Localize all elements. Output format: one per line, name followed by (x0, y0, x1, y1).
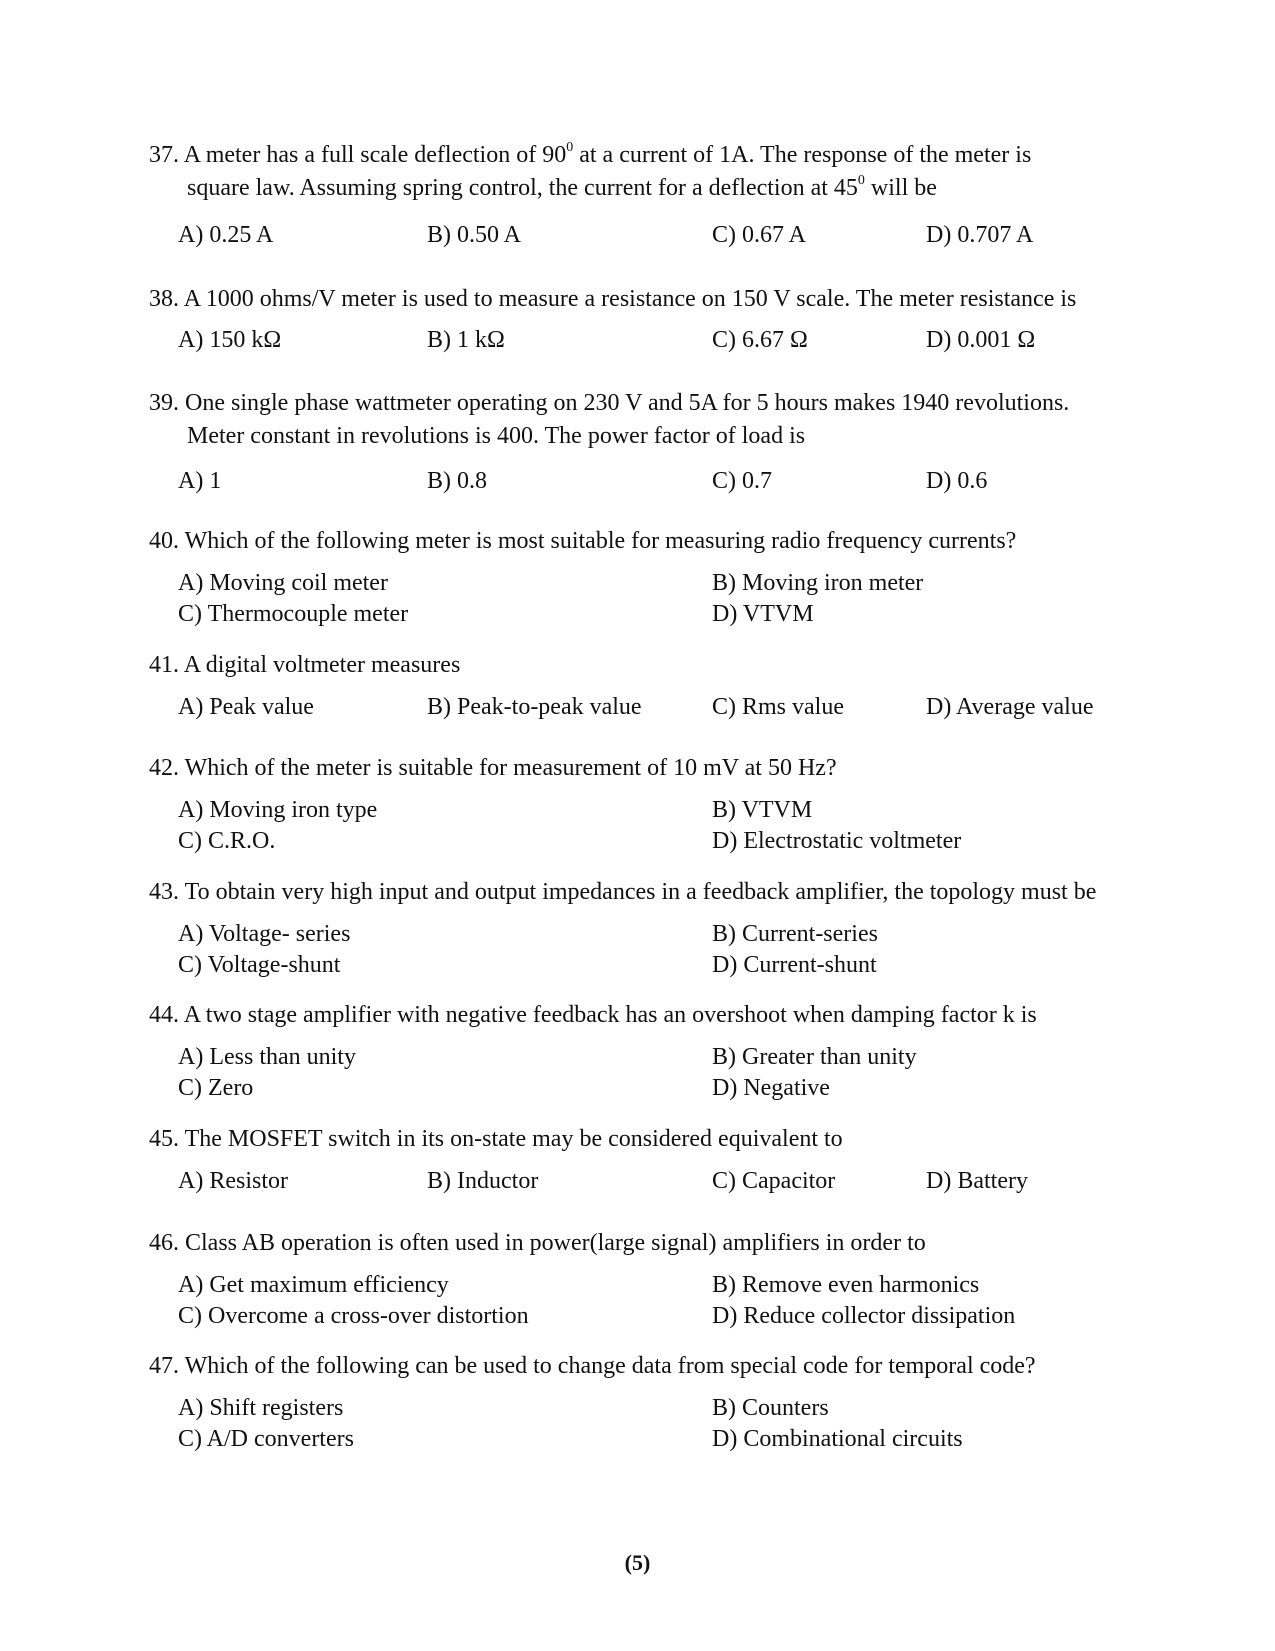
question-stem (149, 387, 1149, 453)
option-d: D) Reduce collector dissipation (712, 1303, 1016, 1329)
option-d: D) Electrostatic voltmeter (712, 828, 962, 854)
stem-text: The MOSFET switch in its on-state may be considered equivalent to (184, 1126, 843, 1152)
option-d: D) Current-shunt (712, 952, 877, 978)
option-c: C) A/D converters (178, 1426, 354, 1452)
option-c: C) Overcome a cross-over distortion (178, 1303, 529, 1329)
option-b: B) Inductor (427, 1168, 539, 1194)
option-c: C) 0.7 (712, 468, 772, 494)
question-41 (149, 649, 1149, 724)
option-c: C) 6.67 Ω (712, 327, 808, 353)
question-stem (149, 139, 1149, 205)
question-number: 39. (149, 390, 179, 416)
option-b: B) 0.8 (427, 468, 487, 494)
option-c: C) Voltage-shunt (178, 952, 341, 978)
question-stem (149, 1227, 1149, 1260)
options-row (149, 324, 1149, 357)
option-d: D) Negative (712, 1075, 830, 1101)
stem-text: A 1000 ohms/V meter is used to measure a resistance on 150 V scale. The meter resistance is (183, 286, 1077, 312)
degree-superscript: 0 (566, 140, 574, 155)
option-b: B) 0.50 A (427, 222, 522, 248)
stem-text: Which of the meter is suitable for measurement of 10 mV at 50 Hz? (184, 755, 837, 781)
option-a: A) 0.25 A (178, 222, 274, 248)
option-a: A) 1 (178, 468, 222, 494)
option-d: D) VTVM (712, 601, 814, 627)
option-a: A) Shift registers (178, 1395, 344, 1421)
question-number: 47. (149, 1353, 179, 1379)
option-a: A) Peak value (178, 694, 314, 720)
option-a: A) Voltage- series (178, 921, 351, 947)
question-stem (149, 1350, 1149, 1383)
option-c: C) Rms value (712, 694, 844, 720)
degree-superscript: 0 (857, 173, 865, 188)
stem-text: Which of the following meter is most suitable for measuring radio frequency currents? (184, 528, 1017, 554)
options-grid (149, 1392, 1149, 1458)
stem-text: will be (864, 175, 937, 201)
question-number: 45. (149, 1126, 179, 1152)
option-d: D) 0.001 Ω (926, 327, 1036, 353)
option-a: A) Moving coil meter (178, 570, 388, 596)
option-c: C) C.R.O. (178, 828, 276, 854)
stem-text: Class AB operation is often used in power(large signal) amplifiers in order to (185, 1230, 926, 1256)
option-c: C) Thermocouple meter (178, 601, 409, 627)
stem-text: To obtain very high input and output impedances in a feedback amplifier, the topology must be (184, 879, 1097, 905)
option-a: A) Resistor (178, 1168, 288, 1194)
options-grid (149, 567, 1149, 633)
option-d: D) Battery (926, 1168, 1028, 1194)
option-b: B) Remove even harmonics (712, 1272, 980, 1298)
options-row (149, 465, 1149, 498)
question-42 (149, 752, 1149, 860)
stem-text: square law. Assuming spring control, the current for a deflection at 45 (187, 175, 858, 201)
option-a: A) 150 kΩ (178, 327, 282, 353)
question-number: 46. (149, 1230, 179, 1256)
option-c: C) 0.67 A (712, 222, 807, 248)
option-d: D) 0.6 (926, 468, 988, 494)
question-number: 38. (149, 286, 179, 312)
question-44 (149, 999, 1149, 1107)
question-stem (149, 283, 1149, 316)
question-40 (149, 525, 1149, 633)
stem-text: A two stage amplifier with negative feedback has an overshoot when damping factor k is (183, 1002, 1037, 1028)
question-37 (149, 139, 1149, 252)
question-number: 41. (149, 652, 179, 678)
question-47 (149, 1350, 1149, 1458)
option-b: B) VTVM (712, 797, 813, 823)
options-grid (149, 1269, 1149, 1335)
option-b: B) Greater than unity (712, 1044, 917, 1070)
stem-text: A digital voltmeter measures (183, 652, 461, 678)
question-stem (149, 876, 1149, 909)
option-c: C) Capacitor (712, 1168, 836, 1194)
option-a: A) Moving iron type (178, 797, 378, 823)
question-39 (149, 387, 1149, 498)
option-a: A) Less than unity (178, 1044, 356, 1070)
option-c: C) Zero (178, 1075, 254, 1101)
option-b: B) Moving iron meter (712, 570, 924, 596)
stem-text: at a current of 1A. The response of the meter is (573, 142, 1032, 168)
option-d: D) Average value (926, 694, 1094, 720)
options-grid (149, 918, 1149, 984)
stem-text: Which of the following can be used to change data from special code for temporal code? (184, 1353, 1036, 1379)
question-43 (149, 876, 1149, 984)
option-b: B) Peak-to-peak value (427, 694, 642, 720)
stem-text: Meter constant in revolutions is 400. The power factor of load is (187, 423, 806, 449)
options-grid (149, 1041, 1149, 1107)
option-b: B) Current-series (712, 921, 878, 947)
question-stem (149, 1123, 1149, 1156)
question-number: 42. (149, 755, 179, 781)
option-b: B) Counters (712, 1395, 829, 1421)
options-row (149, 1165, 1149, 1198)
stem-text: A meter has a full scale deflection of 90 (183, 142, 567, 168)
options-row (149, 691, 1149, 724)
question-stem (149, 999, 1149, 1032)
question-number: 44. (149, 1002, 179, 1028)
question-stem (149, 649, 1149, 682)
question-46 (149, 1227, 1149, 1335)
question-number: 43. (149, 879, 179, 905)
question-stem (149, 752, 1149, 785)
question-45 (149, 1123, 1149, 1198)
question-38 (149, 283, 1149, 357)
options-row (149, 219, 1149, 252)
page-number: (5) (624, 1550, 651, 1575)
option-d: D) 0.707 A (926, 222, 1034, 248)
options-grid (149, 794, 1149, 860)
question-stem (149, 525, 1149, 558)
question-number: 40. (149, 528, 179, 554)
option-a: A) Get maximum efficiency (178, 1272, 449, 1298)
question-number: 37. (149, 142, 179, 168)
option-d: D) Combinational circuits (712, 1426, 963, 1452)
stem-text: One single phase wattmeter operating on 230 V and 5A for 5 hours makes 1940 revolutions. (185, 390, 1070, 416)
option-b: B) 1 kΩ (427, 327, 505, 353)
